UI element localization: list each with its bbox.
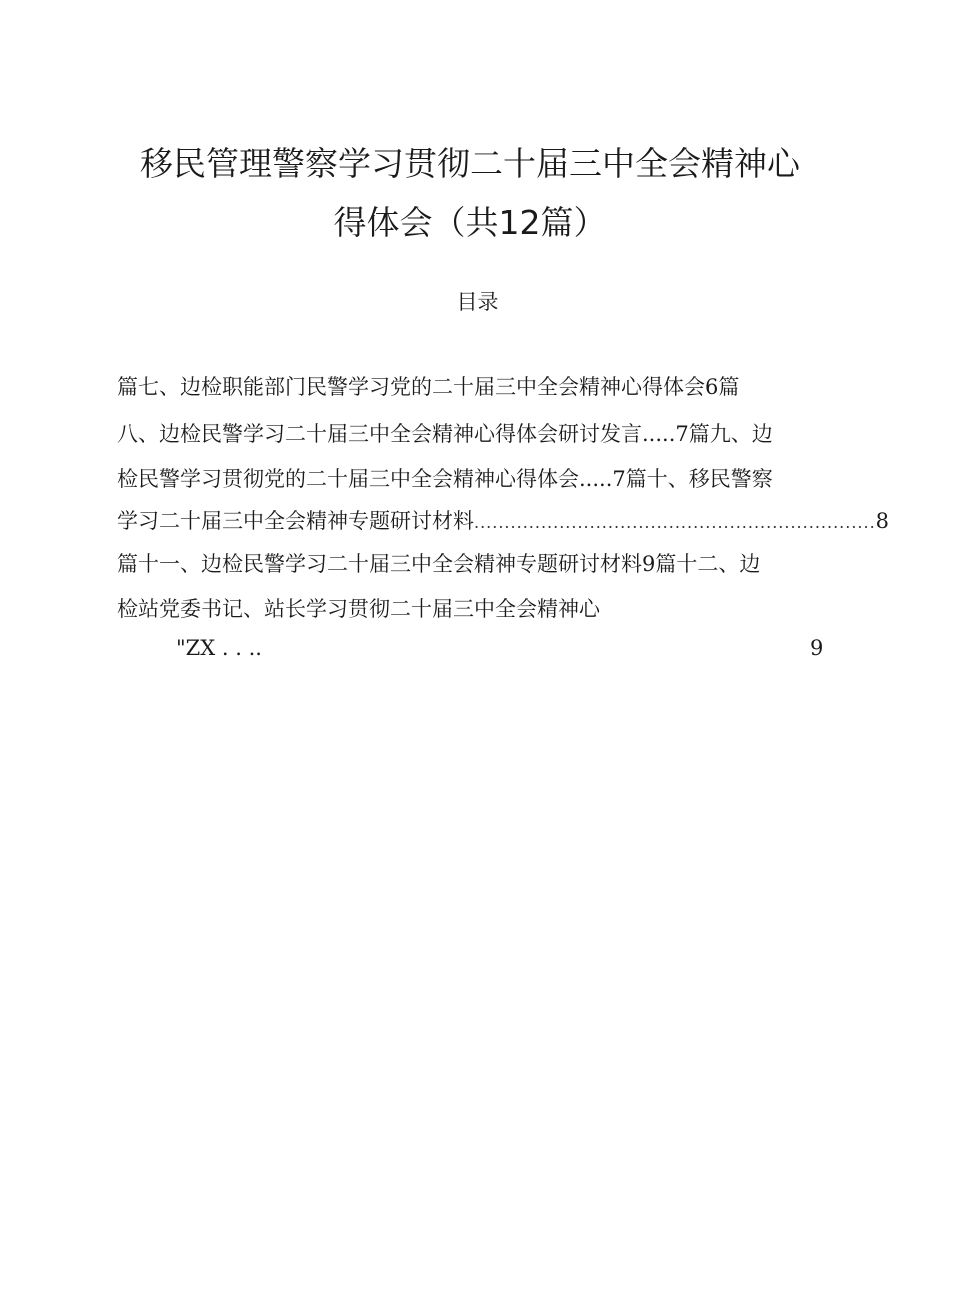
toc-line: [117, 419, 827, 449]
toc-page-number: 7: [612, 467, 626, 491]
toc-text: 篇十一、边检民警学习二十届三中全会精神专题研讨材料: [117, 552, 642, 576]
toc-line: [117, 372, 827, 402]
toc-heading: 目录: [456, 290, 499, 314]
toc-leader-dots: ..................................................................: [474, 513, 876, 532]
document-title-line-1: 移民管理警察学习贯彻二十届三中全会精神心: [140, 144, 800, 183]
toc-page-number: 8: [875, 509, 890, 533]
toc-text: 学习二十届三中全会精神专题研讨材料: [117, 509, 474, 533]
toc-garbled-text: "ZX . . ..: [176, 636, 262, 660]
toc-text: 篇: [718, 375, 740, 399]
toc-page-number: 9: [810, 636, 824, 660]
toc-text: 篇九、边: [688, 422, 773, 446]
toc-line: [117, 506, 890, 538]
toc-text: 篇十、移民警察: [625, 467, 773, 491]
toc-text: 篇十二、边: [655, 552, 761, 576]
toc-page-number: 6: [705, 375, 719, 399]
toc-page-number: 9: [642, 552, 656, 576]
toc-leader-dots: .....: [642, 422, 676, 446]
toc-text: 篇七、边检职能部门民警学习党的二十届三中全会精神心得体会: [117, 375, 705, 399]
toc-text: 八、边检民警学习二十届三中全会精神心得体会研讨发言: [117, 422, 642, 446]
toc-line: [117, 594, 827, 624]
toc-text: 检站党委书记、站长学习贯彻二十届三中全会精神心: [117, 597, 600, 621]
toc-page-number: 7: [675, 422, 689, 446]
toc-line: [117, 464, 827, 494]
toc-line: [117, 549, 827, 579]
toc-text: 检民警学习贯彻党的二十届三中全会精神心得体会: [117, 467, 579, 491]
toc-leader-dots: .....: [579, 467, 613, 491]
document-title-line-2: 得体会（共12篇）: [333, 203, 607, 242]
